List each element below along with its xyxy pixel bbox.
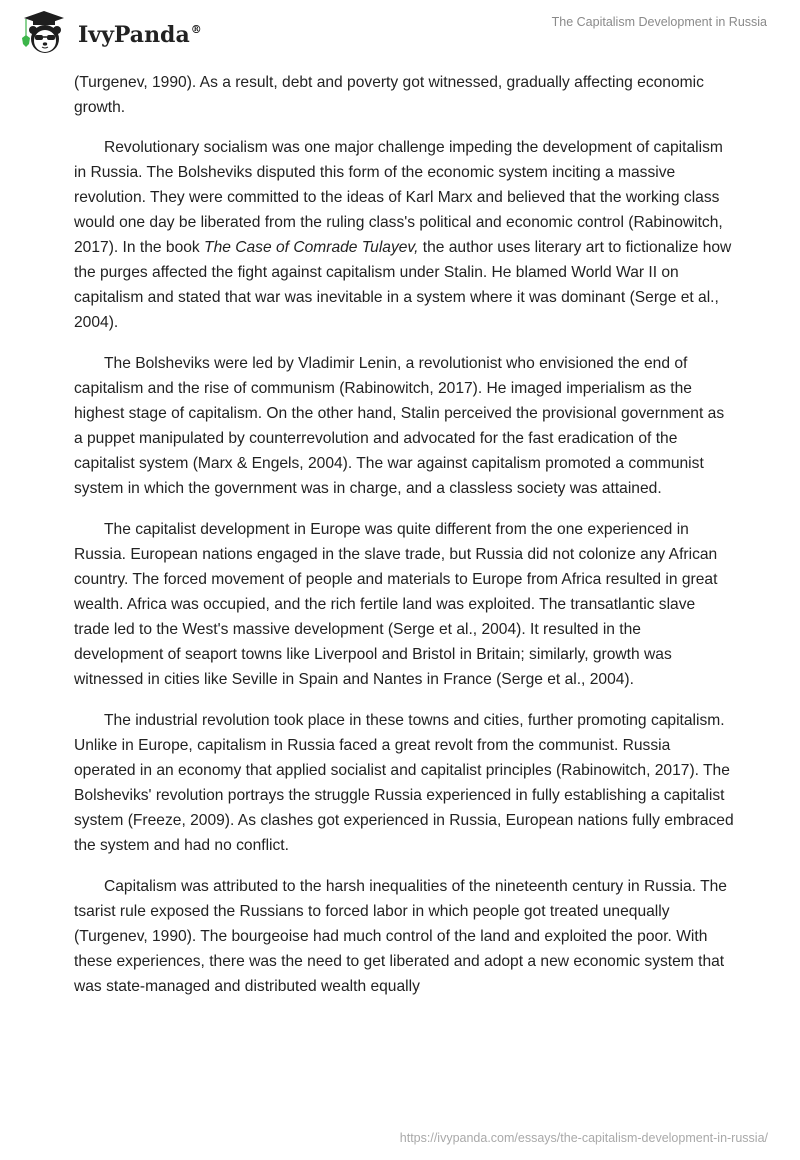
source-url[interactable]: https://ivypanda.com/essays/the-capitalism-development-in-russia/ [399,1131,768,1145]
book-title: The Case of Comrade Tulayev, [204,239,419,256]
page-header [0,0,800,62]
paragraph: (Turgenev, 1990). As a result, debt and poverty got witnessed, gradually affecting economic growth. [74,74,704,116]
document-title: The Capitalism Development in Russia [551,15,767,29]
paragraph: The Bolsheviks were led by Vladimir Lenin, a revolutionist who envisioned the end of capitalism and the rise of communism (Rabinowitch, 2017). He imaged imperialism as the highest stage of capitalism. On the other hand, Stalin perceived the provisional government as a puppet manipulated by counterrevolution and advocated for the fast eradication of the capitalist system (Marx & Engels, 2004). The war against capitalism promoted a communist system in which the government was in charge, and a classless society was attained. [74,355,725,497]
essay-body [74,70,734,1015]
paragraph: The industrial revolution took place in these towns and cities, further promoting capitalism. Unlike in Europe, capitalism in Russia faced a great revolt from the communist. Russia operated in an economy that applied socialist and capitalist principles (Rabinowitch, 2017). The Bolsheviks' revolution portrays the struggle Russia experienced in fully establishing a capitalist system (Freeze, 2009). As clashes got experienced in Russia, European nations fully embraced the system and had no conflict. [74,712,734,854]
ivypanda-logo[interactable] [18,8,202,61]
logo-text: IvyPanda [78,21,190,48]
paragraph-text: the author uses literary art to fictionalize how the purges affected the fight against capitalism under Stalin. He blamed World War II on capitalism and stated that war was inevitable in a system where it was dominant (Serge et al., 2004). [74,239,732,331]
paragraph [74,135,734,335]
paragraph: Capitalism was attributed to the harsh inequalities of the nineteenth century in Russia. The tsarist rule exposed the Russians to forced labor in which people got treated unequally (Turgenev, 1990). The bourgeoise had much control of the land and exploited the poor. With these experiences, there was the need to get liberated and adopt a new economic system that was state-managed and distributed wealth equally [74,878,727,995]
panda-graduate-icon [18,8,70,61]
paragraph-text: Revolutionary socialism was one major challenge impeding the development of capitalism in Russia. The Bolsheviks disputed this form of the economic system inciting a massive revolution. They were committed to the ideas of Karl Marx and believed that the working class would one day be liberated from the ruling class's political and economic control (Rabinowitch, 2017). In the book [74,139,723,256]
logo-wordmark [78,22,202,48]
registered-mark: ® [190,23,202,37]
paragraph: The capitalist development in Europe was quite different from the one experienced in Russia. European nations engaged in the slave trade, but Russia did not colonize any African country. The forced movement of people and materials to Europe from Africa resulted in great wealth. Africa was occupied, and the rich fertile land was exploited. The transatlantic slave trade led to the West's massive development (Serge et al., 2004). It resulted in the development of seaport towns like Liverpool and Bristol in Britain; similarly, growth was witnessed in cities like Seville in Spain and Nantes in France (Serge et al., 2004). [74,521,718,688]
